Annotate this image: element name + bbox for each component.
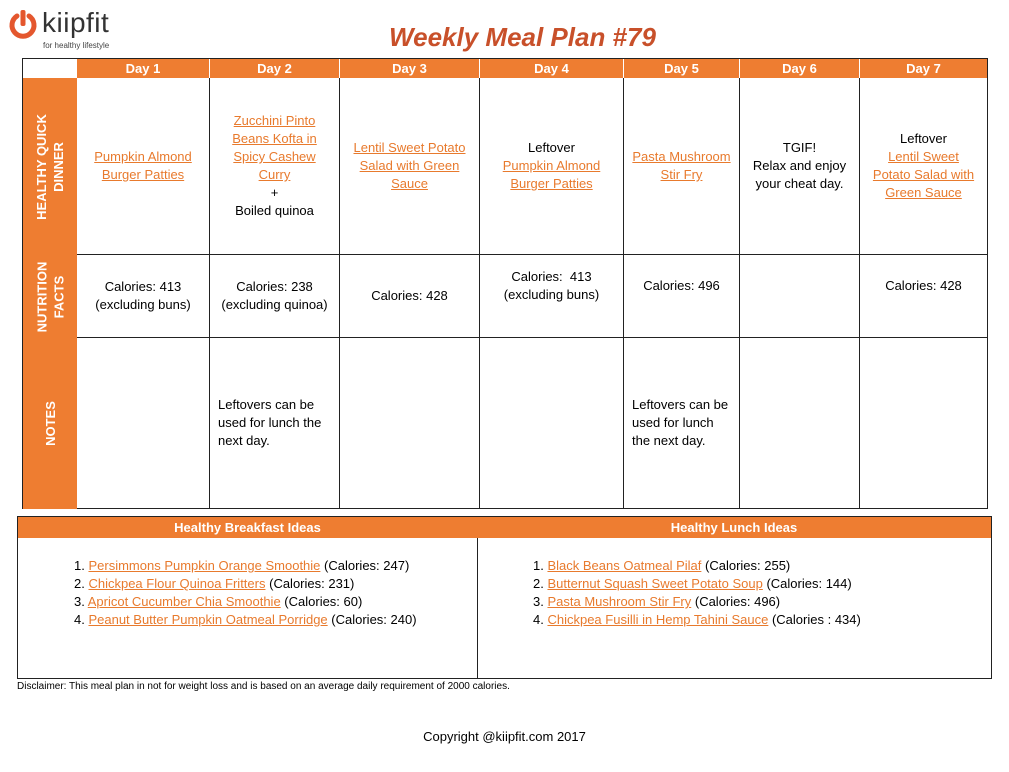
- recipe-link[interactable]: Potato Salad with: [872, 167, 975, 182]
- dinner-day-1: [77, 78, 210, 255]
- leftover-text: Leftover: [528, 140, 575, 155]
- day-header-7: Day 7: [860, 59, 988, 78]
- calories-note: (excluding quinoa): [221, 297, 328, 312]
- note-text: Leftovers can be: [632, 397, 729, 412]
- nutrition-day-4: [480, 255, 624, 338]
- list-item: [533, 575, 861, 593]
- page-title: Weekly Meal Plan #79: [389, 22, 656, 52]
- ideas-divider: [477, 538, 478, 679]
- list-item: [74, 575, 417, 593]
- nutrition-day-7: [860, 255, 988, 338]
- recipe-link[interactable]: Pumpkin Almond: [94, 149, 192, 164]
- nutrition-day-3: [340, 255, 480, 338]
- row-label-notes-text: NOTES: [42, 401, 58, 446]
- day-header-1: Day 1: [77, 59, 210, 78]
- recipe-link[interactable]: Pasta Mushroom Stir Fry: [547, 594, 692, 609]
- item-calories: (Calories: 255): [705, 558, 791, 573]
- dinner-day-2: [210, 78, 340, 255]
- recipe-link[interactable]: Pumpkin Almond: [502, 158, 601, 173]
- item-calories: (Calories: 60): [284, 594, 363, 609]
- calories-text: Calories: 428: [371, 288, 448, 303]
- item-number: 2.: [74, 576, 85, 591]
- item-number: 4.: [74, 612, 85, 627]
- calories-note: (excluding buns): [95, 297, 191, 312]
- recipe-link[interactable]: Butternut Squash Sweet Potato Soup: [547, 576, 763, 591]
- item-number: 1.: [74, 558, 85, 573]
- list-item: [74, 557, 417, 575]
- notes-day-5: [624, 338, 740, 509]
- notes-day-2: [210, 338, 340, 509]
- item-calories: (Calories: 240): [331, 612, 417, 627]
- row-label-nutrition-line-1: NUTRITION: [34, 261, 49, 332]
- note-text: used for lunch the: [218, 415, 322, 430]
- notes-day-4: [480, 338, 624, 509]
- breakfast-heading: Healthy Breakfast Ideas: [18, 517, 477, 538]
- dinner-day-3: [340, 78, 480, 255]
- recipe-link[interactable]: Beans Kofta in: [232, 131, 317, 146]
- item-number: 3.: [74, 594, 85, 609]
- calories-text: Calories: 428: [885, 278, 962, 293]
- nutrition-day-5: [624, 255, 740, 338]
- recipe-link[interactable]: Burger Patties: [510, 176, 593, 191]
- recipe-link[interactable]: Stir Fry: [660, 167, 703, 182]
- recipe-link[interactable]: Peanut Butter Pumpkin Oatmeal Porridge: [88, 612, 328, 627]
- dinner-day-7: [860, 78, 988, 255]
- dinner-day-6: [740, 78, 860, 255]
- calories-note: (excluding buns): [503, 287, 600, 302]
- item-number: 4.: [533, 612, 544, 627]
- logo-tagline: for healthy lifestyle: [43, 41, 110, 50]
- recipe-link[interactable]: Black Beans Oatmeal Pilaf: [547, 558, 702, 573]
- item-number: 1.: [533, 558, 544, 573]
- recipe-link[interactable]: Green Sauce: [885, 185, 962, 200]
- list-item: [74, 593, 417, 611]
- calories-text: Calories: 413: [511, 269, 592, 284]
- calories-text: Calories: 238: [236, 279, 313, 294]
- day-header-4: Day 4: [480, 59, 624, 78]
- disclaimer-text: Disclaimer: This meal plan in not for weight loss and is based on an average daily requirement of 2000 calories.: [17, 681, 510, 692]
- list-item: [74, 611, 417, 629]
- calories-text: Calories: 413: [104, 279, 182, 294]
- item-calories: (Calories: 496): [694, 594, 781, 609]
- item-calories: (Calories: 231): [269, 576, 355, 591]
- item-number: 3.: [533, 594, 544, 609]
- note-text: next day.: [218, 433, 270, 448]
- side-dish-text: Boiled quinoa: [235, 203, 314, 218]
- cheat-day-text: Relax and enjoy: [752, 158, 847, 173]
- row-label-dinner-line-2: DINNER: [51, 141, 67, 192]
- row-label-dinner: [23, 78, 77, 255]
- item-calories: (Calories: 247): [324, 558, 410, 573]
- recipe-link[interactable]: Zucchini Pinto: [233, 113, 316, 128]
- row-label-notes: [23, 338, 77, 509]
- recipe-link[interactable]: Lentil Sweet Potato: [353, 140, 466, 155]
- list-item: [533, 611, 861, 629]
- recipe-link[interactable]: Chickpea Fusilli in Hemp Tahini Sauce: [547, 612, 769, 627]
- recipe-link[interactable]: Salad with Green: [359, 158, 460, 173]
- lunch-heading: Healthy Lunch Ideas: [477, 517, 991, 538]
- recipe-link[interactable]: Pasta Mushroom: [632, 149, 731, 164]
- nutrition-day-2: [210, 255, 340, 338]
- note-text: Leftovers can be: [218, 397, 315, 412]
- item-calories: (Calories : 434): [771, 612, 861, 627]
- logo-wordmark: kiipfit: [42, 7, 110, 38]
- breakfast-list: [74, 557, 417, 629]
- list-item: [533, 557, 861, 575]
- recipe-link[interactable]: Spicy Cashew: [233, 149, 316, 164]
- ideas-panel: [17, 516, 992, 679]
- dinner-day-4: [480, 78, 624, 255]
- cheat-day-text: TGIF!: [782, 140, 817, 155]
- copyright-text: Copyright @kiipfit.com 2017: [423, 729, 586, 744]
- day-header-2: Day 2: [210, 59, 340, 78]
- recipe-link[interactable]: Curry: [258, 167, 291, 182]
- recipe-link[interactable]: Lentil Sweet: [888, 149, 959, 164]
- plus-text: +: [270, 185, 279, 200]
- day-header-6: Day 6: [740, 59, 860, 78]
- recipe-link[interactable]: Burger Patties: [101, 167, 185, 182]
- notes-day-1: [77, 338, 210, 509]
- recipe-link[interactable]: Apricot Cucumber Chia Smoothie: [87, 594, 281, 609]
- recipe-link[interactable]: Chickpea Flour Quinoa Fritters: [88, 576, 266, 591]
- note-text: used for lunch: [632, 415, 714, 430]
- note-text: the next day.: [632, 433, 706, 448]
- lunch-list: [533, 557, 861, 629]
- notes-day-7: [860, 338, 988, 509]
- recipe-link[interactable]: Persimmons Pumpkin Orange Smoothie: [88, 558, 321, 573]
- item-calories: (Calories: 144): [766, 576, 852, 591]
- notes-day-3: [340, 338, 480, 509]
- calories-text: Calories: 496: [643, 278, 720, 293]
- list-item: [533, 593, 861, 611]
- row-label-nutrition: [23, 255, 77, 338]
- row-label-nutrition-line-2: FACTS: [51, 275, 66, 318]
- recipe-link[interactable]: Sauce: [391, 176, 428, 191]
- row-label-dinner-line-1: HEALTHY QUICK: [34, 113, 50, 220]
- dinner-day-5: [624, 78, 740, 255]
- nutrition-day-1: [77, 255, 210, 338]
- day-header-3: Day 3: [340, 59, 480, 78]
- item-number: 2.: [533, 576, 544, 591]
- nutrition-day-6: [740, 255, 860, 338]
- day-header-5: Day 5: [624, 59, 740, 78]
- notes-day-6: [740, 338, 860, 509]
- cheat-day-text: your cheat day.: [755, 176, 844, 191]
- leftover-text: Leftover: [900, 131, 947, 146]
